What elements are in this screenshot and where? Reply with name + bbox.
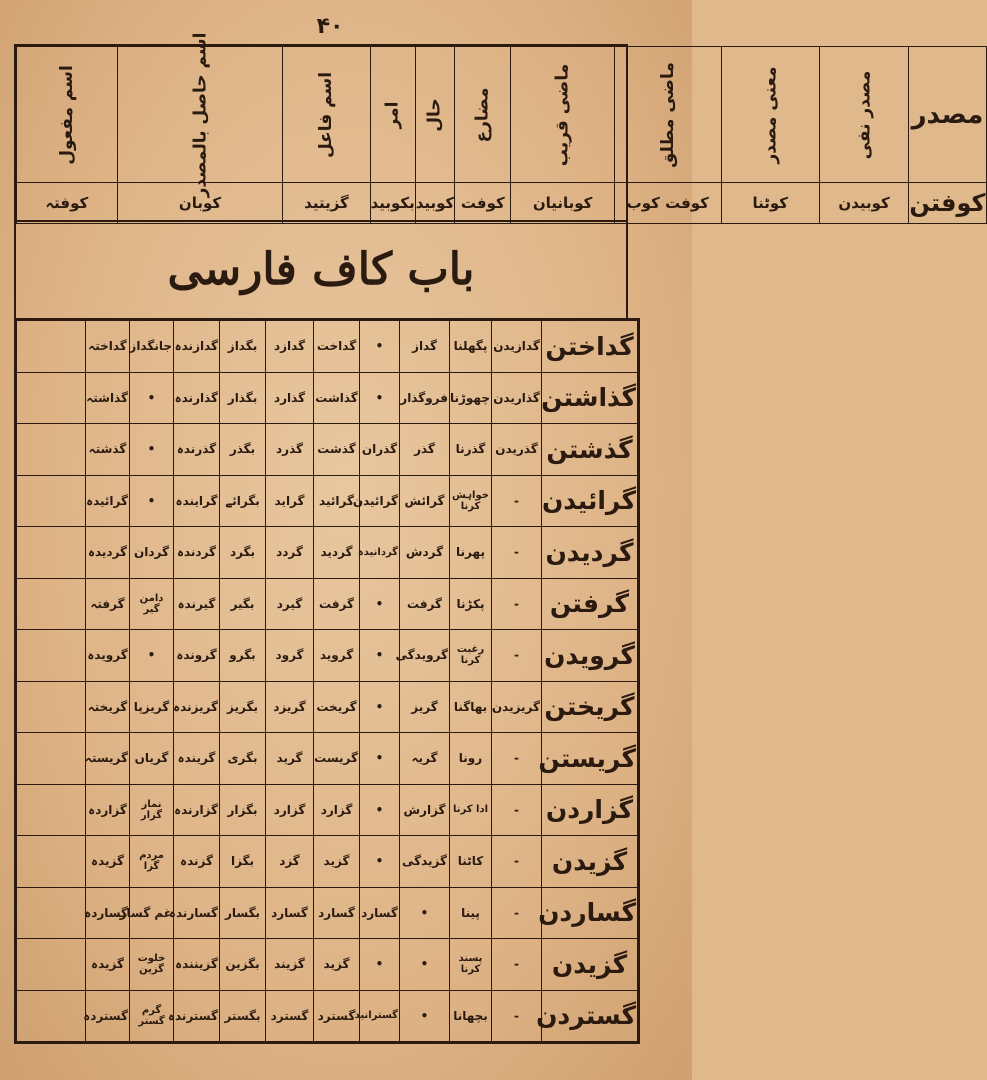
table-cell: فروگذار — [400, 372, 450, 424]
table-cell: • — [360, 630, 400, 682]
table-row — [17, 578, 638, 630]
table-cell: گسارد — [266, 887, 314, 939]
verb-cell: گزاردن — [542, 784, 638, 836]
table-cell — [17, 939, 86, 991]
table-row — [17, 372, 638, 424]
table-cell: گردان — [130, 527, 174, 579]
header-value: کوفتن — [909, 183, 986, 224]
header-value: کوفت کوب — [614, 183, 721, 224]
table-cell — [17, 784, 86, 836]
table-cell: - — [492, 527, 542, 579]
table-cell: بچھانا — [450, 990, 492, 1042]
header-label: اسم فاعل — [283, 47, 370, 183]
header-value: کوبیدن — [819, 183, 909, 224]
table-cell: ادا کرنا — [450, 784, 492, 836]
table-cell: گزاردہ — [86, 784, 130, 836]
header-value: بکوبید — [370, 183, 415, 224]
verb-cell: گرفتن — [542, 578, 638, 630]
table-cell: بگزین — [220, 939, 266, 991]
table-cell: گذرندہ — [174, 424, 220, 476]
verb-cell: گستردن — [542, 990, 638, 1042]
table-cell: - — [492, 990, 542, 1042]
header-value: کوبانیان — [511, 183, 615, 224]
table-cell: گیرد — [266, 578, 314, 630]
verb-cell: گزیدن — [542, 836, 638, 888]
table-cell: - — [492, 733, 542, 785]
table-cell: گذارندہ — [174, 372, 220, 424]
table-cell: گذرنا — [450, 424, 492, 476]
table-cell: مردم گزا — [130, 836, 174, 888]
table-cell — [17, 733, 86, 785]
table-row — [17, 475, 638, 527]
table-cell: گدازد — [266, 321, 314, 373]
table-cell: گریخت — [314, 681, 360, 733]
verb-cell: گزیدن — [542, 939, 638, 991]
table-cell: گرفت — [314, 578, 360, 630]
table-cell: - — [492, 887, 542, 939]
table-cell: بھاگنا — [450, 681, 492, 733]
table-cell: گرفت — [400, 578, 450, 630]
table-cell: • — [400, 990, 450, 1042]
table-cell: گداز — [400, 321, 450, 373]
table-cell: پسند کرنا — [450, 939, 492, 991]
table-cell: پگھلنا — [450, 321, 492, 373]
table-cell: • — [130, 630, 174, 682]
table-cell: گساردہ — [86, 887, 130, 939]
header-value: کوفت — [455, 183, 511, 224]
table-cell — [17, 887, 86, 939]
table-cell: نماز گزار — [130, 784, 174, 836]
table-cell: غم گسار — [130, 887, 174, 939]
table-row — [17, 939, 638, 991]
table-cell: گسارد — [314, 887, 360, 939]
table-cell: گرویدہ — [86, 630, 130, 682]
table-cell: • — [130, 372, 174, 424]
header-label: ماضی قریب — [511, 47, 615, 183]
table-cell: گریست — [314, 733, 360, 785]
table-cell: گرایندہ — [174, 475, 220, 527]
table-cell: گرویدگی — [400, 630, 450, 682]
section-title: باب کاف فارسی — [167, 244, 475, 295]
table-cell: گردید — [314, 527, 360, 579]
table-cell: گریزد — [266, 681, 314, 733]
table-cell: رغبت کرنا — [450, 630, 492, 682]
header-label: اسم مفعول — [17, 47, 118, 183]
table-cell: بگرو — [220, 630, 266, 682]
table-cell: • — [400, 887, 450, 939]
table-cell — [17, 527, 86, 579]
table-cell: گزارش — [400, 784, 450, 836]
table-cell: گردش — [400, 527, 450, 579]
table-cell: بگذر — [220, 424, 266, 476]
table-cell — [17, 990, 86, 1042]
table-cell: گداخت — [314, 321, 360, 373]
table-cell: رونا — [450, 733, 492, 785]
table-cell: گردانیدہ — [360, 527, 400, 579]
table-cell: - — [492, 475, 542, 527]
header-label: امر — [370, 47, 415, 183]
table-cell: - — [492, 836, 542, 888]
table-cell: گریستہ — [86, 733, 130, 785]
table-cell: گدازندہ — [174, 321, 220, 373]
table-cell — [17, 321, 86, 373]
table-cell: گزیدگی — [400, 836, 450, 888]
table-cell: گسترد — [266, 990, 314, 1042]
table-cell: • — [360, 939, 400, 991]
table-cell: گرود — [266, 630, 314, 682]
table-cell: گسترندہ — [174, 990, 220, 1042]
table-cell: گسترانید — [360, 990, 400, 1042]
table-row — [17, 784, 638, 836]
table-cell — [17, 630, 86, 682]
header-label: حال — [415, 47, 455, 183]
verb-cell: گرائیدن — [542, 475, 638, 527]
header-value: کوفتہ — [17, 183, 118, 224]
table-cell: گروید — [314, 630, 360, 682]
verb-table — [14, 318, 640, 1044]
table-cell: گریہ — [400, 733, 450, 785]
header-label: ماضی مطلق — [614, 47, 721, 183]
table-cell: • — [360, 321, 400, 373]
table-cell: • — [360, 681, 400, 733]
table-cell: • — [360, 784, 400, 836]
table-cell: گردد — [266, 527, 314, 579]
table-cell: • — [130, 424, 174, 476]
section-heading-box — [14, 222, 628, 318]
table-cell: گزندہ — [174, 836, 220, 888]
header-value: کوٹنا — [721, 183, 819, 224]
table-cell: بگزا — [220, 836, 266, 888]
table-cell: گریاں — [130, 733, 174, 785]
table-cell: خواہش کرنا — [450, 475, 492, 527]
table-cell: گزید — [314, 836, 360, 888]
table-cell: گرم گستر — [130, 990, 174, 1042]
table-cell: گسارندہ — [174, 887, 220, 939]
table-cell — [17, 372, 86, 424]
table-cell: • — [360, 836, 400, 888]
table-cell: پینا — [450, 887, 492, 939]
table-cell: گرفتہ — [86, 578, 130, 630]
table-cell: گزد — [266, 836, 314, 888]
table-row — [17, 990, 638, 1042]
table-cell: جانگداز — [130, 321, 174, 373]
header-label: مصدر نفی — [819, 47, 909, 183]
header-table — [14, 32, 986, 222]
table-cell: گزیند — [266, 939, 314, 991]
table-cell: گریندہ — [174, 733, 220, 785]
header-value: گزیتید — [283, 183, 370, 224]
table-cell — [17, 475, 86, 527]
table-cell — [17, 424, 86, 476]
table-cell: گزارد — [314, 784, 360, 836]
table-cell: خلوت گزین — [130, 939, 174, 991]
table-cell: بگیر — [220, 578, 266, 630]
table-cell: گذرد — [266, 424, 314, 476]
table-cell: بگسار — [220, 887, 266, 939]
table-cell: • — [400, 939, 450, 991]
table-cell: بگذار — [220, 372, 266, 424]
table-cell: گسارد — [360, 887, 400, 939]
table-cell: - — [492, 630, 542, 682]
table-cell: گردیدہ — [86, 527, 130, 579]
table-cell: گرائیدن — [360, 475, 400, 527]
table-cell: گسترد — [314, 990, 360, 1042]
verb-table-grid — [16, 320, 638, 1042]
table-cell: پکڑنا — [450, 578, 492, 630]
header-label-masdar: مصدر — [909, 47, 986, 183]
table-cell: - — [492, 939, 542, 991]
table-row — [17, 527, 638, 579]
table-cell: گزینندہ — [174, 939, 220, 991]
table-cell: گستردہ — [86, 990, 130, 1042]
table-row — [17, 887, 638, 939]
verb-cell: گذشتن — [542, 424, 638, 476]
table-cell: گذاریدن — [492, 372, 542, 424]
table-cell — [17, 578, 86, 630]
table-cell: گردندہ — [174, 527, 220, 579]
table-cell: دامن گیر — [130, 578, 174, 630]
table-cell: بگزار — [220, 784, 266, 836]
verb-cell: گریستن — [542, 733, 638, 785]
table-cell: گزید — [314, 939, 360, 991]
table-cell: گذشتہ — [86, 424, 130, 476]
table-cell: گزارد — [266, 784, 314, 836]
table-row — [17, 321, 638, 373]
table-cell: گدازیدن — [492, 321, 542, 373]
table-row — [17, 630, 638, 682]
table-cell: - — [492, 578, 542, 630]
verb-cell: گردیدن — [542, 527, 638, 579]
table-cell: گرید — [266, 733, 314, 785]
table-cell: گزیدہ — [86, 836, 130, 888]
table-row — [17, 733, 638, 785]
table-cell: بگداز — [220, 321, 266, 373]
table-cell: گرائش — [400, 475, 450, 527]
verb-cell: گرویدن — [542, 630, 638, 682]
table-cell: گذارد — [266, 372, 314, 424]
table-cell: بگریز — [220, 681, 266, 733]
table-cell: گریختہ — [86, 681, 130, 733]
table-row — [17, 836, 638, 888]
header-label: معنی مصدر — [721, 47, 819, 183]
table-cell: گرائید — [314, 475, 360, 527]
table-cell: گراید — [266, 475, 314, 527]
table-cell: گروندہ — [174, 630, 220, 682]
table-cell: بگستر — [220, 990, 266, 1042]
table-cell: بگرائے — [220, 475, 266, 527]
header-label: مضارع — [455, 47, 511, 183]
table-row — [17, 424, 638, 476]
verb-cell: گساردن — [542, 887, 638, 939]
table-cell: چھوڑنا — [450, 372, 492, 424]
table-cell: بگرد — [220, 527, 266, 579]
table-row — [17, 681, 638, 733]
table-cell: گزیدہ — [86, 939, 130, 991]
table-cell: • — [360, 578, 400, 630]
table-cell: • — [360, 733, 400, 785]
table-cell — [17, 681, 86, 733]
header-label: اسم حاصل بالمصدر — [117, 47, 283, 183]
header-value: کوبان — [117, 183, 283, 224]
table-cell: - — [492, 784, 542, 836]
verb-cell: گداختن — [542, 321, 638, 373]
table-cell: • — [360, 372, 400, 424]
header-value: کوبید — [415, 183, 455, 224]
table-cell: گریزپا — [130, 681, 174, 733]
table-cell: گذشت — [314, 424, 360, 476]
table-cell: گریزندہ — [174, 681, 220, 733]
table-cell: گریزیدن — [492, 681, 542, 733]
table-cell: گزارندہ — [174, 784, 220, 836]
table-cell: گریز — [400, 681, 450, 733]
table-cell: گیرندہ — [174, 578, 220, 630]
table-cell — [17, 836, 86, 888]
table-cell: گذاشتہ — [86, 372, 130, 424]
table-cell: گذر — [400, 424, 450, 476]
verb-cell: گریختن — [542, 681, 638, 733]
table-cell: گداختہ — [86, 321, 130, 373]
table-cell: گذاشت — [314, 372, 360, 424]
table-cell: پھرنا — [450, 527, 492, 579]
table-cell: گرائیدہ — [86, 475, 130, 527]
verb-cell: گذاشتن — [542, 372, 638, 424]
table-cell: گذریدن — [492, 424, 542, 476]
table-cell: کاٹنا — [450, 836, 492, 888]
table-cell: گذران — [360, 424, 400, 476]
page-number: ۴۰ — [316, 14, 344, 39]
table-cell: بگری — [220, 733, 266, 785]
table-cell: • — [130, 475, 174, 527]
